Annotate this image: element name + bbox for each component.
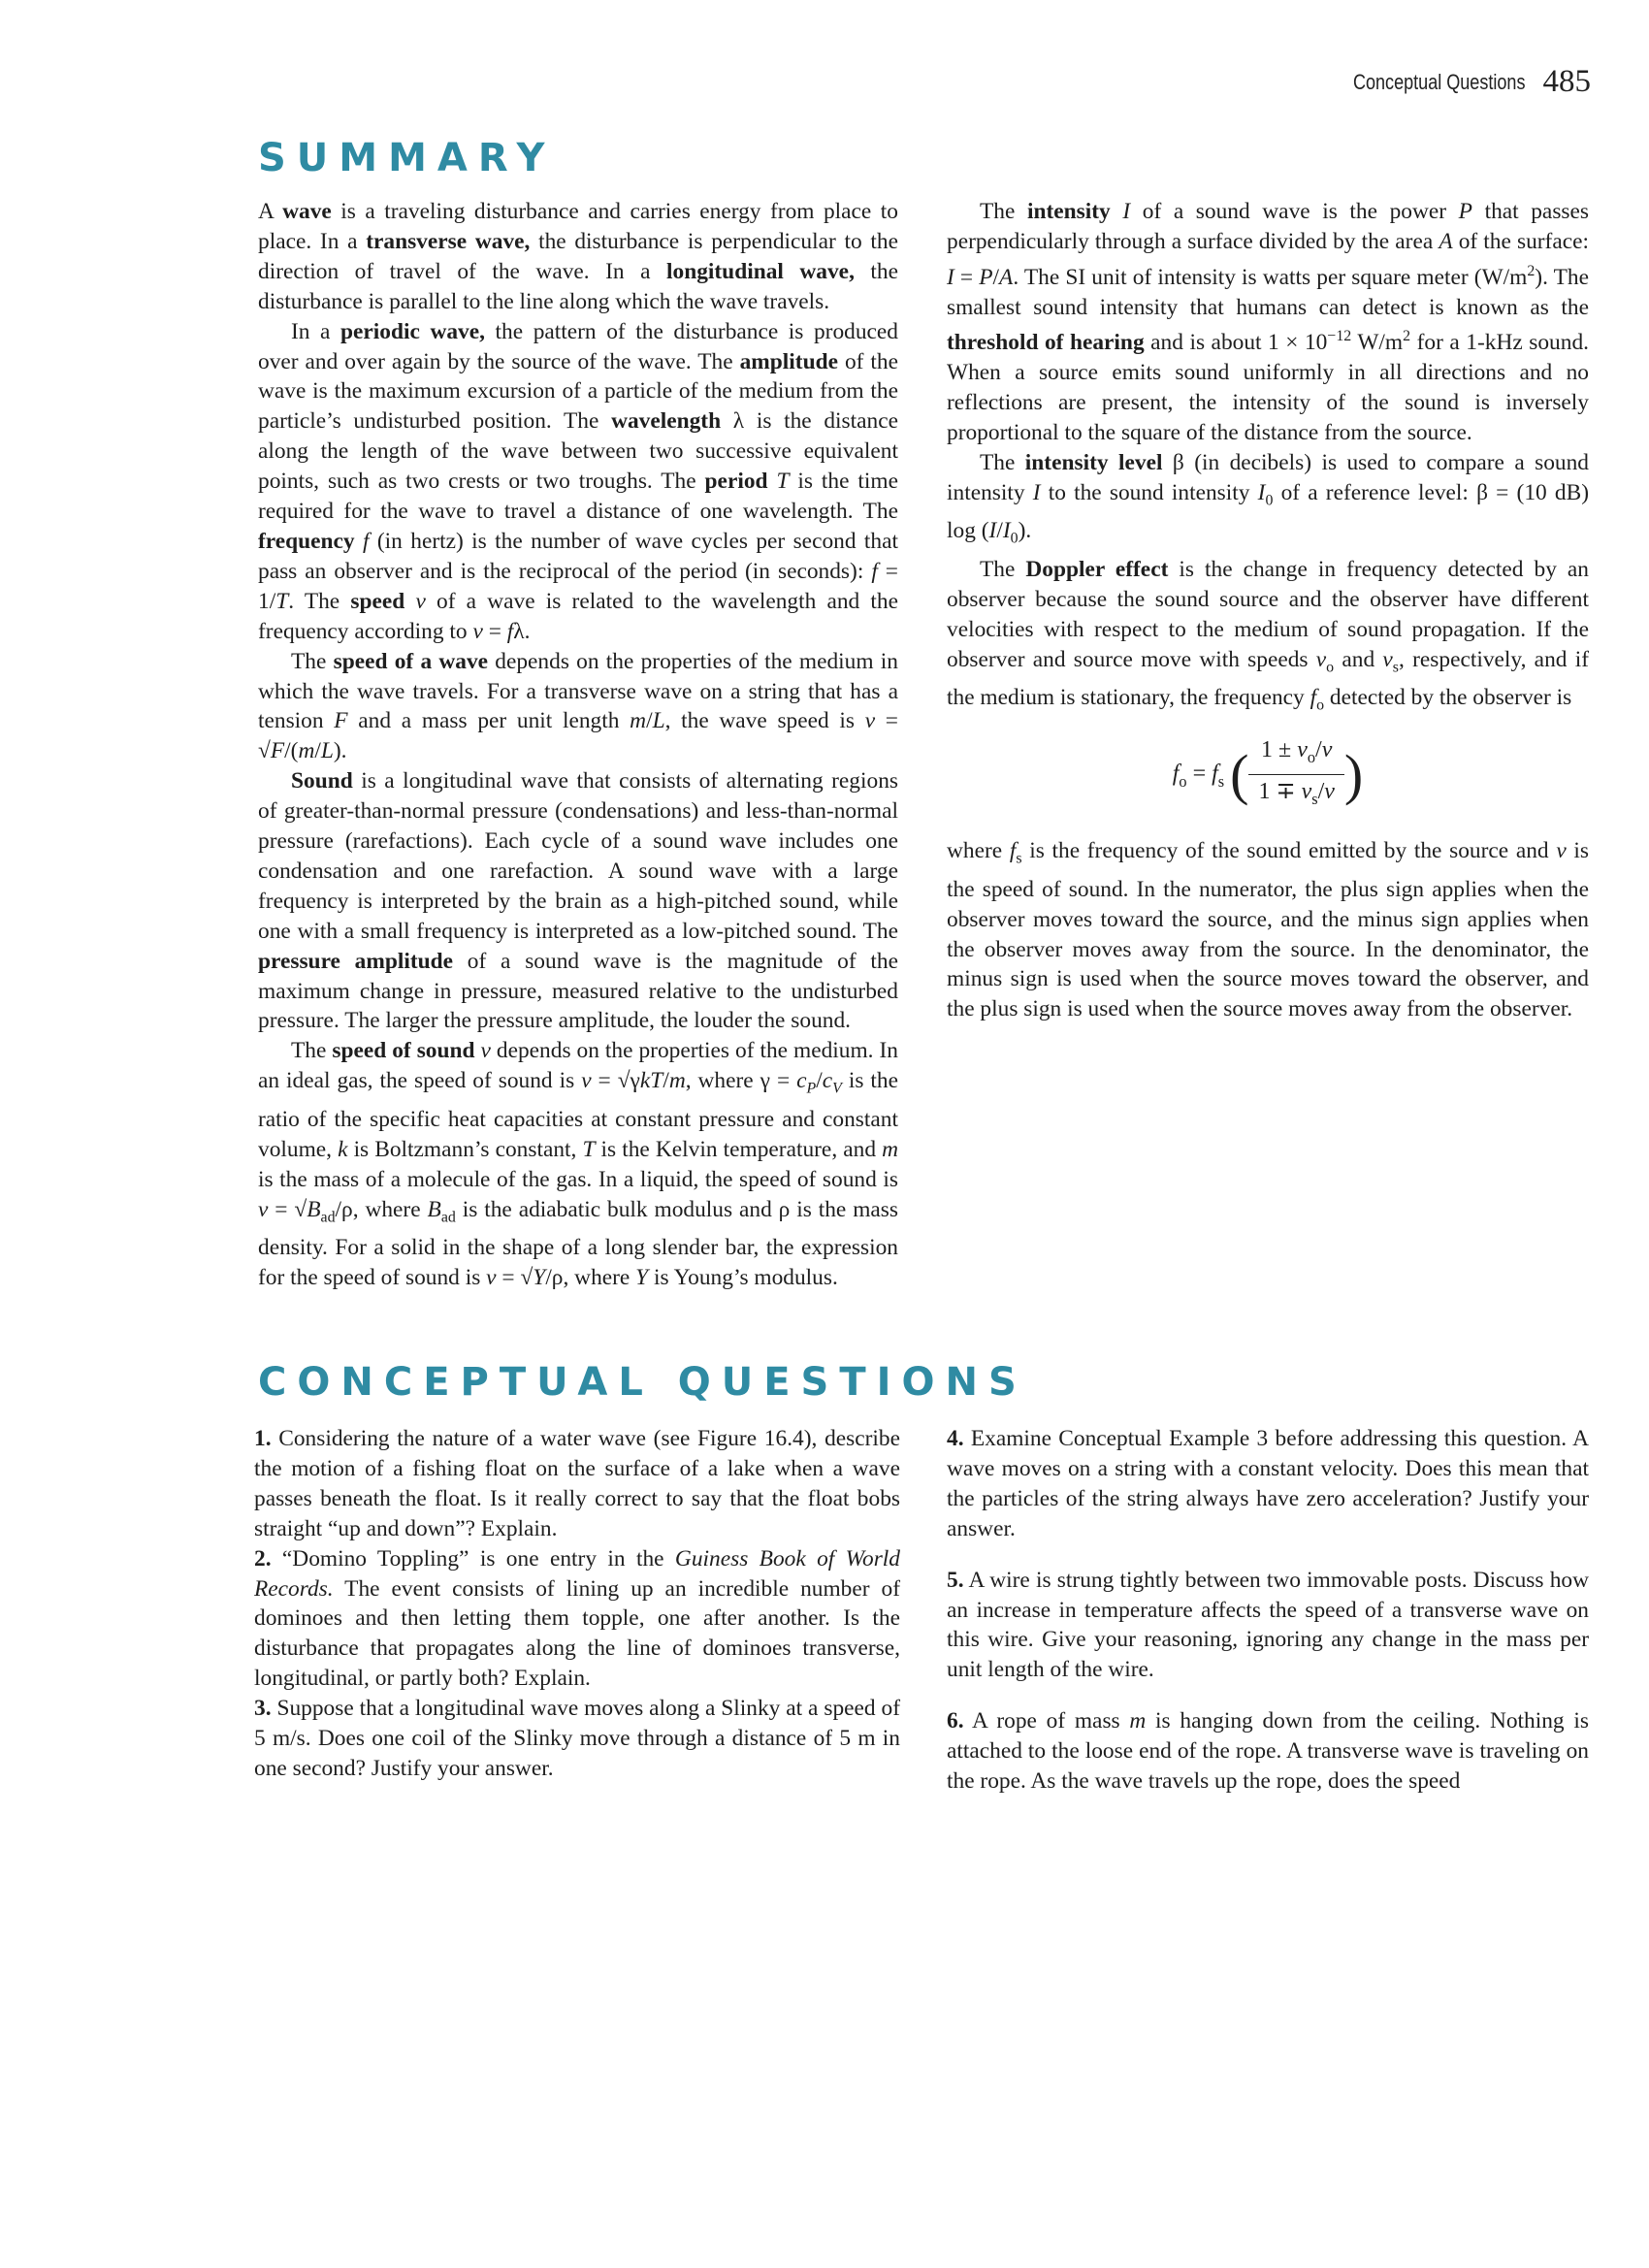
text-run: s — [1016, 850, 1022, 867]
summary-paragraph-4 — [258, 766, 898, 1036]
text-run: 1 ∓ — [1258, 779, 1302, 805]
text-run: / — [992, 264, 1000, 290]
text-run: wavelength — [611, 408, 722, 435]
text-run: Sound — [291, 768, 353, 794]
text-run: v — [486, 1265, 497, 1291]
text-run: ad — [440, 1209, 456, 1226]
text-run: f — [1310, 685, 1317, 711]
text-run: /( — [284, 738, 299, 764]
text-run: v — [1324, 779, 1335, 805]
text-run: o — [1326, 659, 1335, 676]
doppler-equation-lhs — [1172, 761, 1225, 791]
summary-paragraph-8 — [947, 555, 1589, 722]
text-run: T — [275, 588, 289, 614]
text-run: = — [482, 618, 507, 644]
text-run: L — [652, 708, 665, 734]
text-run: Examine Conceptual Example 3 before addressing this question. A wave moves on a string with a constant velocity. Does this mean that the particles of the string always have zero acceleration? Justify your answer. — [947, 1426, 1589, 1541]
text-run: the disturbance is perpendicular to the direction of travel of the wave. In a — [258, 228, 898, 284]
text-run: ). The smallest sound intensity that humans can detect is known as the — [947, 264, 1589, 320]
text-run: A — [999, 264, 1014, 290]
text-run: ). — [1018, 518, 1032, 544]
question-4 — [947, 1424, 1589, 1544]
text-run: = √γ — [591, 1068, 640, 1094]
text-run: I — [1122, 199, 1131, 224]
text-run: 4. — [947, 1426, 964, 1451]
text-run: f — [1212, 761, 1218, 787]
summary-paragraph-5 — [258, 1036, 898, 1293]
question-2 — [254, 1544, 900, 1695]
text-run: A — [1439, 228, 1453, 254]
text-run: ad — [320, 1209, 336, 1226]
question-1 — [254, 1424, 900, 1544]
text-run: of the wave is the maximum excursion of a particle of the medium from the particle’s undisturbed position. The — [258, 348, 898, 435]
text-run: /ρ, where — [545, 1265, 636, 1291]
text-run: = — [954, 264, 980, 290]
text-run: 0 — [1010, 531, 1018, 547]
text-run: Guiness Book of World Records. — [254, 1545, 901, 1602]
text-run: W/m — [1351, 330, 1404, 356]
text-run: L — [320, 738, 334, 764]
summary-paragraph-7 — [947, 448, 1589, 555]
text-run: of a sound wave is the power — [1130, 199, 1459, 224]
text-run: pressure amplitude — [258, 948, 454, 974]
text-run: I — [1002, 518, 1011, 544]
text-run: V — [832, 1080, 842, 1097]
text-run: the pattern of the disturbance is produced over and over again by the source of the wave. The — [258, 318, 899, 374]
summary-paragraph-9 — [947, 836, 1589, 1024]
text-run: s — [1311, 790, 1318, 809]
text-run: /ρ, where — [335, 1196, 428, 1222]
text-run: / — [996, 518, 1003, 544]
text-run: T — [776, 469, 790, 495]
text-run: v — [472, 618, 483, 644]
running-header — [1009, 64, 1591, 100]
text-run: 1. — [254, 1426, 272, 1451]
text-run: λ. — [513, 618, 531, 644]
questions-right-column — [947, 1424, 1589, 1797]
text-run: v — [1382, 646, 1393, 672]
text-run: I — [1257, 479, 1266, 505]
text-run: I — [1032, 479, 1041, 505]
text-run: m — [630, 708, 647, 734]
text-run: 2. — [254, 1545, 272, 1571]
summary-paragraph-6 — [947, 197, 1589, 448]
text-run: transverse wave, — [366, 228, 531, 254]
text-run: v — [480, 1038, 491, 1064]
text-run: Y — [635, 1265, 649, 1291]
text-run: The — [291, 648, 334, 674]
text-run: / — [1315, 736, 1322, 762]
text-run: and is about 1 × 10 — [1144, 330, 1328, 356]
text-run: f — [506, 618, 514, 644]
text-run: λ is the distance along the length of the wave between two successive equivalent points, such as two crests or two troughs. The — [258, 408, 898, 495]
text-run: wave — [282, 199, 332, 224]
text-run: that passes perpendicularly through a surface divided by the area — [947, 199, 1590, 254]
summary-paragraph-1 — [258, 197, 898, 317]
text-run: kT — [639, 1068, 663, 1094]
text-run: / — [1317, 779, 1325, 805]
text-run: m — [1129, 1708, 1147, 1734]
text-run: P — [806, 1080, 817, 1097]
text-run: = √ — [268, 1196, 307, 1222]
text-run: of the surface: — [1452, 228, 1589, 254]
left-paren: ( — [1230, 742, 1249, 806]
text-run: speed — [350, 588, 405, 614]
text-run: is a longitudinal wave that consists of alternating regions of greater-than-normal pressure (condensations) and less-than-normal pressure (rarefactions). Each cycle of a sound wave includes one condensation and one rarefaction. A sound wave with a large frequency is interpreted by the brain as a high-pitched sound, while one with a small frequency is interpreted as a low-pitched sound. The — [258, 768, 898, 944]
summary-paragraph-2 — [258, 317, 898, 647]
text-run: Suppose that a longitudinal wave moves along a Slinky at a speed of 5 m/s. Does one coil of the Slinky move through a distance of 5 m in one second? Justify your answer. — [254, 1696, 900, 1781]
text-run: B — [427, 1196, 441, 1222]
text-run: −12 — [1327, 328, 1352, 345]
text-run: = 1/ — [258, 558, 898, 614]
text-run: / — [816, 1068, 823, 1094]
text-run: 2 — [1403, 328, 1411, 345]
text-run: o — [1316, 697, 1325, 714]
text-run: amplitude — [739, 348, 838, 374]
text-run: v — [1556, 838, 1567, 864]
text-run: where — [947, 838, 1010, 864]
text-run: to the sound intensity — [1040, 479, 1258, 505]
text-run: P — [1458, 199, 1472, 224]
text-run: 5. — [947, 1567, 964, 1593]
text-run: . The SI unit of intensity is watts per square meter (W/m — [1013, 264, 1528, 290]
text-run: k — [338, 1136, 348, 1162]
text-run: F — [270, 738, 285, 764]
text-run: s — [1217, 771, 1225, 791]
text-run: m — [668, 1068, 686, 1094]
text-run: f — [363, 528, 370, 554]
question-6 — [947, 1706, 1589, 1797]
text-run: is the time required for the wave to travel a distance of one wavelength. The — [258, 469, 898, 525]
text-run: detected by the observer is — [1324, 685, 1572, 711]
text-run: period — [704, 469, 768, 495]
text-run: is the speed of sound. In the numerator, the plus sign applies when the observer moves toward the source, and the minus sign applies when the observer moves away from the source. In the denominator, the minus sign is used when the source moves toward the observer, and the plus sign is used when the source moves away from the observer. — [947, 838, 1589, 1022]
text-run: s — [1392, 659, 1399, 676]
page-number: 485 — [1542, 64, 1591, 99]
text-run: A — [258, 199, 283, 224]
text-run: , respectively, and if the medium is stationary, the frequency — [947, 646, 1589, 711]
text-run: I — [947, 264, 954, 290]
text-run: , the wave speed is — [664, 708, 865, 734]
text-run: I — [988, 518, 997, 544]
text-run: is the ratio of the specific heat capacities at constant pressure and constant volume, — [258, 1068, 899, 1162]
text-run: v — [864, 708, 876, 734]
text-run: = — [1186, 761, 1212, 787]
text-run: ). — [333, 738, 347, 764]
text-run: c — [796, 1068, 807, 1094]
text-run: v — [258, 1196, 269, 1222]
running-header-title: Conceptual Questions — [1352, 69, 1526, 94]
text-run: and — [1334, 646, 1383, 672]
question-3 — [254, 1694, 900, 1784]
questions-left-column — [254, 1424, 900, 1784]
text-run: v — [415, 588, 426, 614]
text-run — [355, 529, 363, 554]
text-run: / — [314, 738, 321, 764]
text-run: and a mass per unit length — [347, 708, 630, 734]
text-run: 3. — [254, 1696, 272, 1722]
text-run: is the adiabatic bulk modulus and ρ is the mass density. For a solid in the shape of a long slender bar, the expression for the speed of sound is — [258, 1196, 898, 1291]
text-run: of a reference level: β = (10 dB) log ( — [947, 479, 1589, 544]
text-run: frequency — [258, 528, 355, 554]
text-run: The event consists of lining up an incredible number of dominoes and then letting them topple, one after another. Is the disturbance that propagates along the line of dominoes transverse, longitudinal, or partly both? Explain. — [254, 1575, 900, 1692]
text-run: P — [979, 264, 993, 290]
text-run — [404, 589, 415, 614]
text-run: Y — [533, 1265, 546, 1291]
text-run: is a traveling disturbance and carries energy from place to place. In a — [258, 199, 898, 254]
text-run: v — [1297, 736, 1308, 762]
text-run: is Boltzmann’s constant, — [347, 1136, 583, 1162]
doppler-equation — [947, 735, 1589, 815]
text-run: of a sound wave is the magnitude of the maximum change in pressure, measured relative to the undisturbed pressure. The larger the pressure amplitude, the louder the sound. — [258, 948, 898, 1034]
conceptual-questions-heading: CONCEPTUAL QUESTIONS — [258, 1360, 1027, 1405]
text-run: f — [871, 558, 878, 584]
text-run: B — [307, 1196, 321, 1222]
text-run: T — [582, 1136, 596, 1162]
question-5 — [947, 1566, 1589, 1686]
text-run: is Young’s modulus. — [648, 1265, 838, 1291]
text-run: intensity — [1026, 199, 1111, 224]
text-run: v — [1301, 779, 1312, 805]
text-run: speed of a wave — [333, 648, 489, 674]
text-run: is the change in frequency detected by an observer because the sound source and the observer have different velocities with respect to the medium of sound propagation. If the observer and source move with speeds — [947, 556, 1589, 672]
text-run: for a 1-kHz sound. When a source emits sound uniformly in all directions and no reflections are present, the intensity of the sound is inversely proportional to the square of the distance from the source. — [947, 330, 1589, 445]
text-run: 0 — [1265, 492, 1274, 509]
text-run: . The — [288, 588, 351, 614]
text-run: v — [581, 1068, 592, 1094]
text-run — [1111, 199, 1123, 224]
text-run: “Domino Toppling” is one entry in the — [271, 1545, 675, 1571]
text-run: / — [663, 1068, 669, 1094]
text-run: periodic wave, — [340, 318, 485, 344]
text-run: of a wave is related to the wavelength and the frequency according to — [258, 588, 898, 644]
text-run: is the Kelvin temperature, and — [595, 1136, 883, 1162]
text-run: threshold of hearing — [947, 330, 1145, 356]
text-run: f — [1172, 761, 1180, 787]
text-run: longitudinal wave, — [666, 258, 855, 284]
text-run: v — [1321, 736, 1333, 762]
text-run: Doppler effect — [1025, 556, 1169, 582]
doppler-denominator — [1248, 775, 1343, 815]
text-run: = √ — [258, 708, 899, 764]
text-run: the disturbance is parallel to the line along which the wave travels. — [258, 258, 898, 314]
text-run: is the mass of a molecule of the gas. In a liquid, the speed of sound is — [258, 1166, 898, 1192]
text-run: 2 — [1527, 262, 1536, 279]
text-run: is the frequency of the sound emitted by the source and — [1021, 838, 1557, 864]
text-run: f — [1009, 838, 1017, 864]
text-run: = √ — [496, 1265, 534, 1291]
text-run: o — [1179, 771, 1187, 791]
summary-paragraph-3 — [258, 647, 898, 767]
text-run: In a — [291, 318, 341, 344]
text-run: is hanging down from the ceiling. Nothing is attached to the loose end of the rope. A transverse wave is traveling on the rope. As the wave travels up the rope, does the speed — [947, 1708, 1589, 1795]
text-run: Considering the nature of a water wave (see Figure 16.4), describe the motion of a fishing float on the surface of a lake when a wave passes beneath the float. Is it really correct to say that the float bobs straight “up and down”? Explain. — [254, 1426, 900, 1541]
doppler-numerator — [1248, 735, 1343, 776]
text-run: β (in decibels) is used to compare a sound intensity — [947, 449, 1589, 505]
text-run: intensity level — [1024, 449, 1163, 475]
text-run: The — [980, 449, 1025, 475]
text-run: A rope of mass — [963, 1708, 1130, 1734]
text-run: 1 ± — [1261, 736, 1298, 762]
text-run: speed of sound — [332, 1038, 475, 1064]
text-run: depends on the properties of the medium. In an ideal gas, the speed of sound is — [258, 1038, 899, 1094]
text-run: m — [298, 738, 315, 764]
text-run: v — [1315, 646, 1327, 672]
text-run: o — [1307, 747, 1316, 766]
text-run: The — [980, 199, 1027, 224]
summary-left-column — [258, 197, 898, 1293]
text-run: 6. — [947, 1708, 964, 1734]
text-run: / — [646, 708, 653, 734]
summary-right-column — [947, 197, 1589, 1024]
right-paren: ) — [1343, 742, 1364, 806]
text-run: depends on the properties of the medium in which the wave travels. For a transverse wave on a string that has a tension — [258, 648, 898, 734]
text-run: F — [334, 708, 348, 734]
text-run: c — [822, 1068, 833, 1094]
doppler-fraction — [1248, 735, 1343, 815]
text-run: (in hertz) is the number of wave cycles per second that pass an observer and is the reciprocal of the period (in seconds): — [258, 528, 898, 584]
text-run: A wire is strung tightly between two immovable posts. Discuss how an increase in temperature affects the speed of a transverse wave on this wire. Give your reasoning, ignoring any change in the mass per unit length of the wire. — [947, 1567, 1589, 1683]
text-run: m — [882, 1136, 898, 1162]
text-run: , where γ = — [685, 1068, 797, 1094]
summary-heading: SUMMARY — [258, 136, 556, 180]
text-run: The — [291, 1038, 333, 1064]
text-run: The — [980, 556, 1026, 582]
